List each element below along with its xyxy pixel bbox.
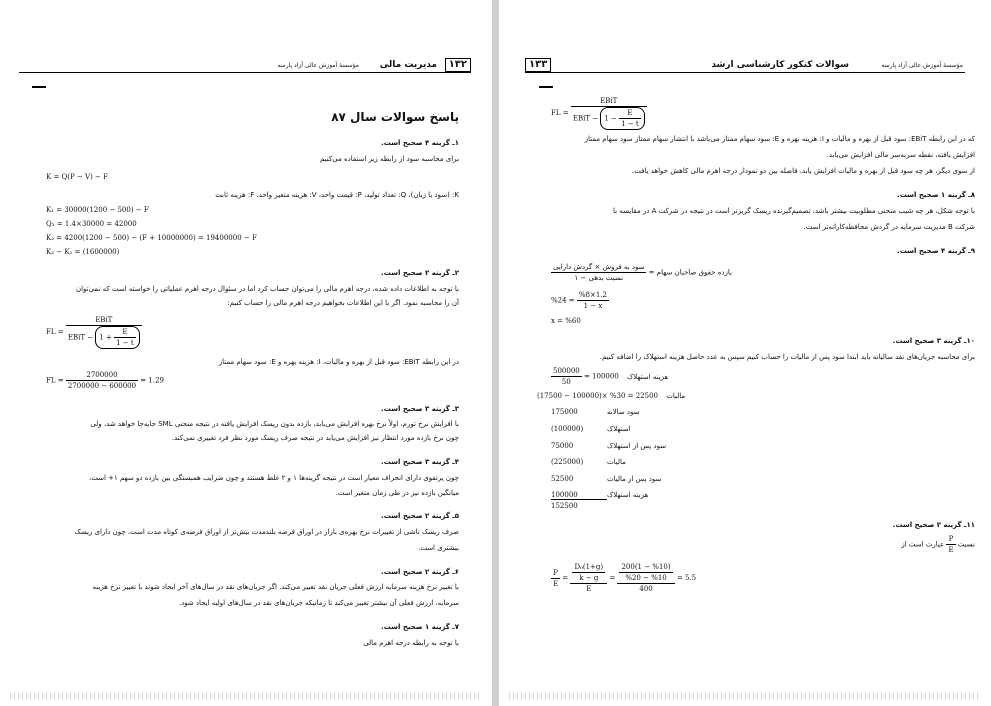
- row-value: 175000: [551, 408, 578, 416]
- q4-answer: ۴ـ گزینه ۳ صحیح است.: [381, 458, 459, 466]
- q8-text-2: شرکت B مدیریت سرمایه در گردش محافظه‌کارانه‌تر است.: [803, 223, 975, 231]
- q4-text-2: میانگین بازده نیز در طی زمان متغیر است.: [335, 489, 459, 497]
- row-label: سود پس از استهلاک: [607, 442, 667, 450]
- q10-table-row-6: [551, 490, 648, 500]
- q6-answer: ۶ـ گزینه ۲ صحیح است.: [381, 568, 459, 576]
- q11-text: [901, 534, 975, 555]
- section-title: پاسخ سوالات سال ۸۷: [331, 110, 459, 124]
- q11-answer: ۱۱ـ گزینه ۲ صحیح است.: [892, 521, 975, 529]
- q9-line2-numerator: %8×1.2: [578, 291, 607, 299]
- header-title: سوالات کنکور کارشناسی ارشد: [711, 60, 849, 70]
- q9-line-2: [551, 290, 609, 311]
- q2-fl-result: [46, 370, 164, 391]
- fl-label: FL =: [551, 109, 569, 117]
- fl2-result: = 1.29: [140, 376, 164, 385]
- fl2-denominator: 2700000 − 600000: [67, 382, 137, 390]
- q1-calc-4: K₂ − K₁ = (1600000): [46, 248, 120, 256]
- q9-lhs: بازده حقوق صاحبان سهام: [656, 268, 732, 277]
- pe-e-den: E: [586, 585, 592, 593]
- q2-text-2: آن را محاسبه نمود. اگر با این اطلاعات بخواهیم درجه اهرم مالی را حساب کنیم:: [227, 299, 459, 307]
- scan-noise: [10, 692, 480, 700]
- fl2-label: FL =: [46, 376, 64, 385]
- header-publisher: مؤسسهٔ آموزش عالی آزاد پارسه: [881, 62, 963, 69]
- pe-p: P: [551, 568, 560, 579]
- dep-label: هزینه استهلاک: [627, 372, 669, 381]
- fl-e: E: [114, 327, 136, 338]
- q1-formula: K = Q(P − V) − F: [46, 173, 108, 181]
- pe-kg: k − g: [579, 574, 599, 582]
- q7-answer: ۷ـ گزینه ۱ صحیح است.: [381, 623, 459, 631]
- row-label: سود پس از مالیات: [607, 475, 662, 483]
- row-label: سود سالانه: [607, 408, 640, 416]
- q8-answer: ۸ـ گزینه ۱ صحیح است.: [897, 191, 975, 199]
- p7-text-3: از سوی دیگر، هر چه سود قبل از بهره و مالیات افزایش یابد، فاصله بین دو نمودار درجه اهرم مالی کاهش خواهد یافت.: [631, 167, 975, 175]
- row-value: (225000): [551, 458, 584, 466]
- q10-table-row-5: [551, 474, 661, 484]
- row-label: استهلاک: [607, 425, 631, 433]
- fl-label: FL =: [46, 328, 64, 336]
- q9-line2-lhs: %24 =: [551, 296, 575, 305]
- row-label: هزینه استهلاک: [607, 491, 649, 499]
- pe-n2: 200(1 − %10): [621, 563, 671, 571]
- q1-legend: K: (سود یا زیان)، Q: تعداد تولید، P: قیمت واحد، V: هزینه متغیر واحد، F: هزینه ثابت: [215, 191, 459, 199]
- q8-text-1: با توجه شکل، هر چه شیب منحنی مطلوبیت بیشتر باشد، تصمیم‌گیرنده ریسک گریزتر است در نتیجه در شرکت A در مقایسه با: [613, 207, 975, 215]
- q10-table-total: [551, 502, 578, 510]
- q9-denominator: نسبت بدهی − ۱: [574, 274, 624, 282]
- fl-one-minus-t: 1 − t: [621, 120, 639, 128]
- q2-text-1: با توجه به اطلاعات داده شده، درجه اهرم مالی را می‌توان حساب کرد اما در سئوال درجه اهرم عملیاتی را خواسته است که نمی‌توان: [75, 285, 459, 293]
- dep-numerator: 500000: [553, 367, 580, 375]
- q1-calc-1: K₁ = 30000(1200 − 500) − F: [46, 206, 149, 214]
- fl-one-minus: 1 −: [604, 114, 617, 123]
- tax-calc: (17500 − 100000)× %30 = 22500: [537, 392, 658, 400]
- q5-text-2: بیشتری است.: [418, 544, 459, 552]
- q1-calc-2: Q₂ = 1.4×30000 = 42000: [46, 220, 137, 228]
- fl-one-plus: 1 +: [99, 333, 112, 342]
- q11-formula: $\frac{P}{E}$ = $\frac{\frac{\text{D₀(1+g)}}{k - g}}{E}$ = $\frac{\frac{200(1 - \%10)}{\%20 - \%10}}{400}$ = 5.5: [553, 563, 697, 593]
- page-number: ۱۳۲: [445, 58, 471, 72]
- q10-table-row-4: [551, 457, 626, 467]
- p7-text-2: افزایش یافته، نقطه سربه‌سر مالی افزایش می‌یابد.: [826, 151, 975, 159]
- fl2-numerator: 2700000: [66, 370, 138, 381]
- row-value: (100000): [551, 425, 584, 433]
- q5-answer: ۵ـ گزینه ۲ صحیح است.: [381, 512, 459, 520]
- q2-fl-formula: [46, 315, 142, 349]
- q1-intro: برای محاسبه سود از رابطه زیر استفاده می‌کنیم: [319, 155, 459, 163]
- q2-explain: در این رابطه EBiT: سود قبل از بهره و مالیات، I: هزینه بهره و E: سود سهام ممتاز: [218, 358, 459, 366]
- q10-tax: [537, 391, 685, 401]
- fl-e: E: [619, 108, 641, 119]
- page-header: [19, 58, 471, 73]
- q3-text-2: چون نرخ بازده مورد انتظار نیز افزایش می‌یابد در نتیجه صرف ریسک مورد نظر فرد تغییری نمی‌کند.: [171, 434, 459, 442]
- q3-text-1: با افزایش نرخ تورم، اولاً نرخ بهره افزایش می‌یابد، بازده بدون ریسک افزایش یافته در نتیجه منحنی SML جابه‌جا خواهد شد، ولی: [90, 420, 459, 428]
- divider: [539, 86, 553, 88]
- q11-text-suffix: عبارت است از: [901, 540, 945, 549]
- header-title: مدیریت مالی: [379, 60, 437, 70]
- left-page: [0, 0, 492, 706]
- right-page: [499, 0, 991, 706]
- q3-answer: ۳ـ گزینه ۳ صحیح است.: [381, 405, 459, 413]
- q5-text-1: صرف ریسک ناشی از تغییرات نرخ بهره‌ی بازار در اوراق قرضه بلندمدت بیش‌تر از اوراق قرضه‌ی کوتاه مدت است، چون دارای ریسک: [74, 528, 459, 536]
- fl-denominator: EBiT −: [572, 114, 599, 123]
- q4-text-1: چون پرتفوی دارای انحراف معیار است در نتیجه گزینه‌ها ۱ و ۲ غلط هستند و چون ضرایب همبستگی بین بازده دو سهم ۱+ است،: [88, 474, 459, 482]
- page-number: ۱۳۳: [525, 58, 551, 72]
- q9-formula: بازده حقوق صاحبان سهام = $\frac{\text{سود به فروش × گردش دارایی}}{\text{نسبت بدهی − ۱}}$: [553, 263, 732, 282]
- row-value: 52500: [551, 475, 574, 483]
- p7-text-1: که در این رابطه EBiT: سود قبل از بهره و مالیات و I: هزینه بهره و E: سود سهام ممتاز می‌باشد با انتشار سهام ممتاز سود سهام ممتاز: [584, 135, 975, 143]
- q9-numerator: سود به فروش × گردش دارایی: [553, 263, 645, 271]
- q11-text-prefix: نسبت: [957, 540, 975, 549]
- q9-line-3: x = %60: [551, 317, 581, 325]
- row-value: 75000: [551, 442, 574, 450]
- scan-noise: [509, 692, 979, 700]
- q2-answer: ۲ـ گزینه ۲ صحیح است.: [381, 269, 459, 277]
- q11-e: E: [948, 546, 954, 554]
- dep-denominator: 50: [561, 378, 571, 386]
- pe-e: E: [553, 579, 559, 588]
- q9-answer: ۹ـ گزینه ۴ صحیح است.: [897, 247, 975, 255]
- q1-calc-3: K₂ = 4200(1200 − 500) − (F + 10000000) = 19400000 − F: [46, 234, 257, 242]
- fl-one-minus-t: 1 − t: [116, 339, 134, 347]
- q9-line2-denominator: 1 − x: [583, 302, 603, 310]
- pe-d0: D₀(1+g): [574, 563, 604, 571]
- row-label: مالیات: [607, 458, 626, 466]
- fl-denominator: EBiT −: [67, 333, 94, 342]
- top-fl-formula: [551, 96, 647, 130]
- row-value: 100000: [551, 491, 607, 500]
- divider: [32, 86, 46, 88]
- tax-label: مالیات: [666, 392, 686, 400]
- q10-table-row-2: [551, 424, 631, 434]
- q10-depreciation: [551, 366, 668, 387]
- q10-table-row-1: [551, 407, 640, 417]
- pe-d3: 400: [639, 585, 653, 593]
- q1-answer: ۱ـ گزینه ۴ صحیح است.: [381, 139, 459, 147]
- row-value: 152500: [551, 502, 578, 510]
- q10-table-row-3: [551, 441, 666, 451]
- header-publisher: مؤسسهٔ آموزش عالی آزاد پارسه: [277, 62, 359, 69]
- fl-numerator: EBiT: [571, 96, 647, 107]
- q7-text-1: با توجه به رابطه درجه اهرم مالی: [363, 639, 459, 647]
- q6-text-2: سرمایه، ارزش فعلی آن بیشتر تغییر می‌کند تا زمانیکه جریان‌های نقد در سال‌های اولیه ایجاد شود.: [178, 599, 459, 607]
- pe-result: = 5.5: [676, 574, 697, 582]
- q10-text-1: برای محاسبه جریان‌های نقد سالیانه باید ابتدا سود پس از مالیات را حساب کنیم سپس به عدد حاصل هزینه استهلاک را اضافه کنیم.: [599, 353, 975, 361]
- q11-p: P: [946, 534, 955, 545]
- pe-d2: %20 − %10: [625, 574, 667, 582]
- fl-numerator: EBiT: [66, 315, 142, 326]
- q10-answer: ۱۰ـ گزینه ۳ صحیح است.: [892, 337, 975, 345]
- q6-text-1: با تغییر نرخ هزینه سرمایه ارزش فعلی جریان نقد تغییر می‌کند. اگر جریان‌های نقد در سال‌های آخر ایجاد شوند با تغییر نرخ هزینه: [92, 583, 459, 591]
- dep-result: = 100000: [583, 372, 619, 381]
- page-header: [525, 58, 965, 73]
